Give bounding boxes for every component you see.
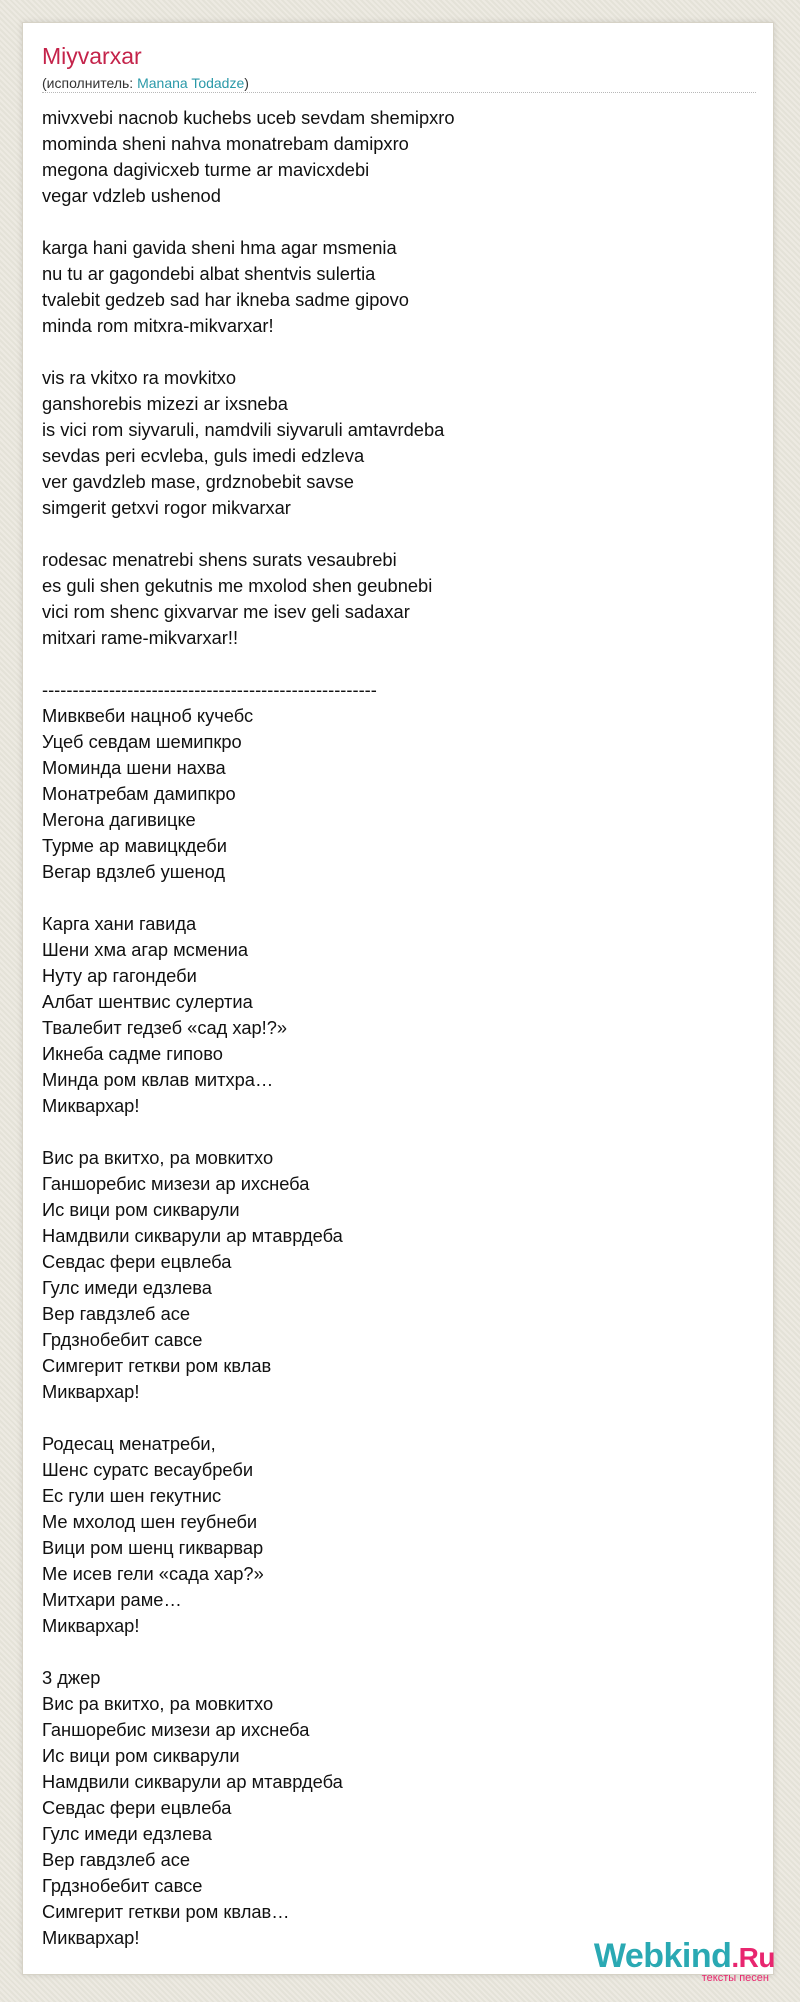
lyric-line: Моминда шени нахва: [42, 757, 226, 778]
lyric-line: Вер гавдзлеб асе: [42, 1303, 191, 1324]
lyric-line: Вици ром шенц гикварвар: [42, 1537, 264, 1558]
lyrics-card: [22, 22, 774, 1975]
lyric-line: Симгерит геткви ром квлав: [42, 1355, 272, 1376]
lyric-line: Гулс имеди едзлева: [42, 1277, 212, 1298]
lyric-line: Шенс суратс весаубреби: [42, 1459, 254, 1480]
lyric-line: Миквархар!: [42, 1381, 140, 1402]
lyric-line: Симгерит геткви ром квлав…: [42, 1901, 290, 1922]
lyric-line: Вис ра вкитхо, ра мовкитхо: [42, 1693, 274, 1714]
title-divider: [42, 92, 756, 93]
lyric-line: Турме ар мавицкдеби: [42, 835, 227, 856]
lyric-line: Ганшоребис мизези ар ихснеба: [42, 1719, 310, 1740]
lyric-line: Твалебит гедзеб «сад хар!?»: [42, 1017, 288, 1038]
lyric-line: Севдас фери ецвлеба: [42, 1251, 232, 1272]
lyric-line: Мивквеби нацноб кучебс: [42, 705, 254, 726]
lyric-line: vegar vdzleb ushenod: [42, 185, 221, 206]
lyric-line: nu tu ar gagondebi albat shentvis sulertia: [42, 263, 376, 284]
lyric-line: minda rom mitxra-mikvarxar!: [42, 315, 274, 336]
lyric-line: karga hani gavida sheni hma agar msmenia: [42, 237, 397, 258]
lyric-line: Митхари раме…: [42, 1589, 182, 1610]
stanza-break: [42, 1639, 742, 1665]
performer-link[interactable]: Manana Todadze: [137, 75, 245, 91]
lyric-line: mominda sheni nahva monatrebam damipxro: [42, 133, 409, 154]
lyric-line: -------------------------------------------------------: [42, 679, 377, 700]
lyric-line: Албат шентвис сулертиа: [42, 991, 253, 1012]
performer-prefix: (исполнитель:: [42, 75, 138, 91]
lyric-line: Намдвили сикварули ар мтаврдеба: [42, 1771, 343, 1792]
lyric-line: Грдзнобебит савсе: [42, 1329, 203, 1350]
lyric-line: Нуту ар гагондеби: [42, 965, 197, 986]
lyric-line: vici rom shenc gixvarvar me isev geli sadaxar: [42, 601, 410, 622]
stanza-break: [42, 651, 742, 677]
song-title: Miyvarxar: [42, 43, 142, 69]
lyric-line: Севдас фери ецвлеба: [42, 1797, 232, 1818]
lyric-line: Миквархар!: [42, 1615, 140, 1636]
performer-suffix: ): [244, 75, 249, 91]
lyric-line: rodesac menatrebi shens surats vesaubrebi: [42, 549, 397, 570]
lyric-line: Минда ром квлав митхра…: [42, 1069, 274, 1090]
lyric-line: Ис вици ром сикварули: [42, 1745, 240, 1766]
lyric-line: Миквархар!: [42, 1095, 140, 1116]
lyric-line: Ме мхолод шен геубнеби: [42, 1511, 258, 1532]
lyric-line: Вер гавдзлеб асе: [42, 1849, 191, 1870]
lyric-line: megona dagivicxeb turme ar mavicxdebi: [42, 159, 370, 180]
lyric-line: Шени хма агар мсмениа: [42, 939, 249, 960]
lyric-line: Ме исев гели «сада хар?»: [42, 1563, 264, 1584]
lyric-line: sevdas peri ecvleba, guls imedi edzleva: [42, 445, 365, 466]
lyric-line: mivxvebi nacnob kuchebs uceb sevdam shemipxro: [42, 107, 455, 128]
lyric-line: Икнеба садме гипово: [42, 1043, 223, 1064]
lyric-line: Грдзнобебит савсе: [42, 1875, 203, 1896]
logo-tagline: тексты песен: [701, 1972, 769, 1984]
performer-line: [42, 74, 249, 92]
logo-wordmark: Webkind.Ru: [593, 1937, 775, 1975]
stanza-break: [42, 1119, 742, 1145]
lyric-line: ganshorebis mizezi ar ixsneba: [42, 393, 288, 414]
lyric-line: ver gavdzleb mase, grdznobebit savse: [42, 471, 354, 492]
lyric-line: Вис ра вкитхо, ра мовкитхо: [42, 1147, 274, 1168]
lyric-line: Мегона дагивицкe: [42, 809, 196, 830]
lyrics-text: [42, 105, 742, 1951]
lyric-line: Ес гули шен гекутнис: [42, 1485, 222, 1506]
lyric-line: mitxari rame-mikvarxar!!: [42, 627, 239, 648]
lyric-line: Гулс имеди едзлева: [42, 1823, 212, 1844]
lyric-line: Монатребам дамипкро: [42, 783, 236, 804]
lyric-line: is vici rom siyvaruli, namdvili siyvaruli amtavrdeba: [42, 419, 445, 440]
lyric-line: Ганшоребис мизези ар ихснеба: [42, 1173, 310, 1194]
lyric-line: vis ra vkitxo ra movkitxo: [42, 367, 237, 388]
lyric-line: Вегар вдзлеб ушенод: [42, 861, 226, 882]
lyric-line: Миквархар!: [42, 1927, 140, 1948]
lyric-line: simgerit getxvi rogor mikvarxar: [42, 497, 291, 518]
lyric-line: Карга хани гавида: [42, 913, 197, 934]
stanza-break: [42, 339, 742, 365]
lyric-line: 3 джер: [42, 1667, 101, 1688]
lyric-line: Намдвили сикварули ар мтаврдеба: [42, 1225, 343, 1246]
lyric-line: Уцеб севдам шемипкро: [42, 731, 242, 752]
lyric-line: tvalebit gedzeb sad har ikneba sadme gipovo: [42, 289, 409, 310]
lyric-line: Родесац менатреби,: [42, 1433, 216, 1454]
stanza-break: [42, 521, 742, 547]
lyric-line: es guli shen gekutnis me mxolod shen geubnebi: [42, 575, 433, 596]
lyric-line: Ис вици ром сикварули: [42, 1199, 240, 1220]
stanza-break: [42, 885, 742, 911]
stanza-break: [42, 209, 742, 235]
stanza-break: [42, 1405, 742, 1431]
webkind-logo[interactable]: [594, 1939, 775, 1984]
